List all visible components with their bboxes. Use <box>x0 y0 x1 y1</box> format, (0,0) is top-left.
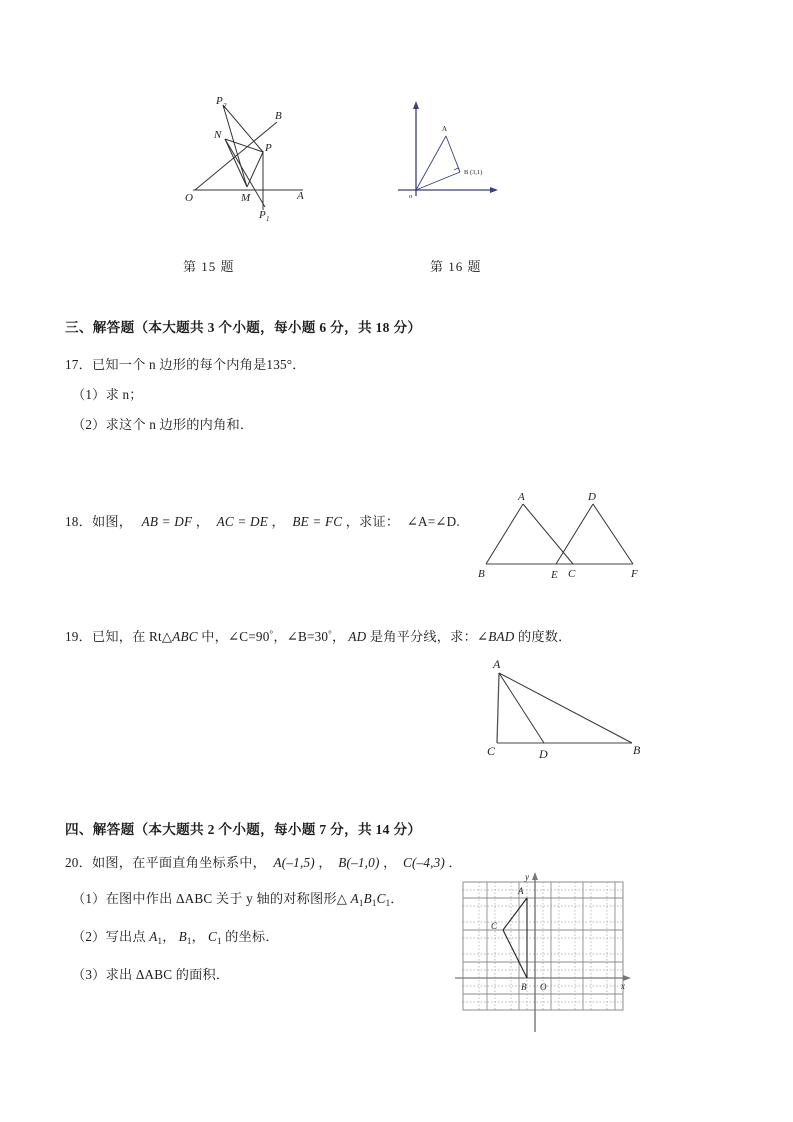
fig15-label-P2-sub: 2 <box>223 102 227 110</box>
fig18-label-C: C <box>568 568 576 580</box>
question-20-part-2 <box>72 928 279 948</box>
q19-angle-bad: BAD <box>488 629 515 644</box>
fig20-label-A: A <box>518 886 524 896</box>
q18-separator-2: ， <box>271 514 285 529</box>
question-19-stem <box>65 628 572 646</box>
q18-condition-3: BE = FC <box>292 514 343 529</box>
question-20-part-1 <box>72 890 404 910</box>
fig16-label-O: o <box>409 193 413 200</box>
fig15-label-N: N <box>214 129 222 141</box>
q20-part1-sym-b: B <box>363 891 372 906</box>
q20-part2-a-sub: 1 <box>157 936 163 946</box>
q20-point-b: B(–1,0) <box>338 855 380 870</box>
fig15-label-P1: P <box>259 209 266 221</box>
figure-15 <box>185 95 320 223</box>
question-20-part-3: （3）求出 ΔABC 的面积． <box>72 967 230 982</box>
q20-part1-sym-c-sub: 1 <box>385 898 391 908</box>
fig20-label-y-axis: y <box>525 872 529 882</box>
q18-separator-3: ，求证： <box>345 514 400 529</box>
fig20-label-C: C <box>491 921 498 931</box>
q20-part2-c: C <box>207 929 217 944</box>
question-17-stem <box>65 356 306 374</box>
figure-question-18 <box>478 482 643 582</box>
figure-15-caption: 第 15 题 <box>183 259 235 274</box>
fig20-label-x-axis: x <box>621 981 625 991</box>
fig15-label-P1-sub: 1 <box>266 215 270 223</box>
fig16-label-B: B (3,1) <box>464 169 483 176</box>
q19-triangle: △ABC <box>161 629 198 644</box>
fig18-label-B: B <box>478 568 485 580</box>
q20-part1-prefix: （1）在图中作出 ΔABC 关于 y 轴的对称图形△ <box>72 891 351 906</box>
fig18-label-D: D <box>588 491 596 503</box>
q18-stem-prefix: 18．如图， <box>65 514 133 529</box>
fig15-label-P: P <box>265 142 272 154</box>
fig18-label-A: A <box>518 491 525 503</box>
fig15-label-A: A <box>297 190 304 202</box>
fig19-label-D: D <box>539 747 548 761</box>
q20-part2-c-sub: 1 <box>216 936 222 946</box>
q20-part1-sym-c: C <box>376 891 386 906</box>
q20-part2-a: A <box>149 929 158 944</box>
q18-separator-1: ， <box>195 514 210 529</box>
fig18-label-F: F <box>631 568 638 580</box>
section-4-heading: 四、解答题（本大题共 2 个小题，每小题 7 分，共 14 分） <box>65 822 422 837</box>
q20-point-c: C(–4,3) <box>402 855 446 870</box>
fig19-label-B: B <box>633 743 641 757</box>
figure-16 <box>398 98 503 208</box>
fig15-label-P2: P <box>216 95 223 107</box>
q20-part2-sep-2: ， <box>191 929 205 944</box>
q20-part2-prefix: （2）写出点 <box>72 929 150 944</box>
fig15-label-O: O <box>185 192 193 204</box>
q19-mid-4: 是角平分线，求：∠ <box>366 629 489 644</box>
q20-part2-sep-1: ， <box>162 929 176 944</box>
fig20-label-O: O <box>540 982 547 992</box>
fig16-label-A: A <box>442 125 448 133</box>
q20-part2-b: B <box>178 929 187 944</box>
fig18-label-E: E <box>551 569 558 581</box>
q20-part1-sym-a-sub: 1 <box>358 898 364 908</box>
question-17-part-1: （1）求 n； <box>72 387 143 402</box>
question-20-stem <box>65 854 462 872</box>
section-3-heading: 三、解答题（本大题共 3 个小题，每小题 6 分，共 18 分） <box>65 320 422 335</box>
fig20-label-B: B <box>521 982 527 992</box>
figure-question-20 <box>455 872 635 1047</box>
q18-condition-1: AB = DF <box>141 514 193 529</box>
q19-degree-1: ° <box>269 629 274 639</box>
q19-degree-2: ° <box>328 629 332 639</box>
q20-separator-a: ， <box>318 855 332 870</box>
q20-point-a: A(–1,5) <box>273 855 315 870</box>
q20-stem-tail: ． <box>448 855 462 870</box>
q20-stem-prefix: 20．如图，在平面直角坐标系中， <box>65 855 267 870</box>
q19-stem-tail: 的度数． <box>514 629 572 644</box>
fig15-label-B: B <box>275 110 282 122</box>
q20-part1-sym-b-sub: 1 <box>371 898 377 908</box>
q19-mid-3: ， <box>331 629 346 644</box>
fig15-label-M: M <box>241 192 251 204</box>
q20-part1-sym-a: A <box>350 891 359 906</box>
q20-part2-tail: 的坐标． <box>221 929 279 944</box>
q19-mid-2: ，∠B=30 <box>273 629 329 644</box>
figure-16-caption: 第 16 题 <box>430 259 482 274</box>
q19-mid-1: 中，∠C=90 <box>197 629 270 644</box>
q17-stem-text: 17．已知一个 n 边形的每个内角是135°． <box>65 357 306 372</box>
fig19-label-C: C <box>487 744 496 758</box>
q18-conclusion: ∠A=∠D. <box>406 514 460 529</box>
q18-condition-2: AC = DE <box>216 514 268 529</box>
q19-segment-ad: AD <box>348 629 367 644</box>
q20-separator-b: ， <box>383 855 397 870</box>
question-17-part-2: （2）求这个 n 边形的内角和． <box>72 417 254 432</box>
question-18-stem <box>65 513 460 531</box>
fig19-label-A: A <box>493 657 501 671</box>
q20-part1-tail: ． <box>390 891 404 906</box>
q20-part2-b-sub: 1 <box>186 936 192 946</box>
figure-question-19 <box>487 655 642 760</box>
q19-stem-prefix: 19．已知，在 Rt <box>65 629 162 644</box>
